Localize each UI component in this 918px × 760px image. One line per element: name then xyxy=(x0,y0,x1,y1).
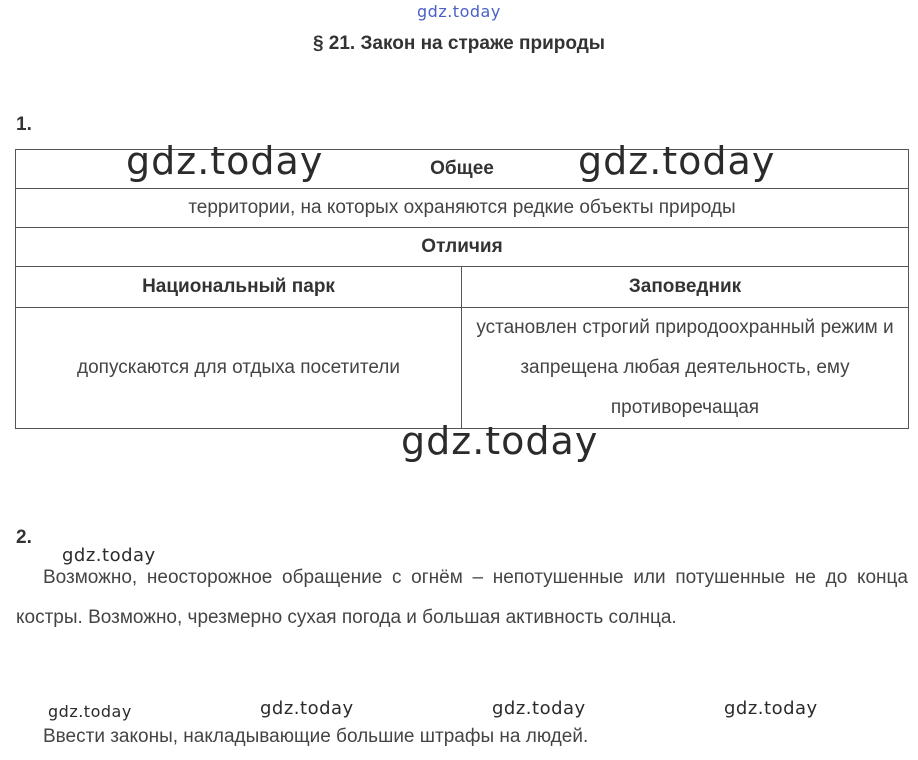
watermark-8: gdz.today xyxy=(724,698,818,719)
comparison-table xyxy=(15,149,909,429)
common-value: территории, на которых охраняются редкие объекты природы xyxy=(16,189,909,228)
watermark-6: gdz.today xyxy=(260,698,354,719)
column-header-national-park: Национальный парк xyxy=(16,267,462,308)
watermark-2: gdz.today xyxy=(578,139,776,183)
column-header-reserve: Заповедник xyxy=(462,267,909,308)
reserve-value: установлен строгий природоохранный режим и запрещена любая деятельность, ему противоречащая xyxy=(462,308,909,429)
watermark-top: gdz.today xyxy=(417,2,501,21)
task-2-paragraph-1: Возможно, неосторожное обращение с огнём – непотушенные или потушенные не до конца костры. Возможно, чрезмерно сухая погода и большая активность солнца. xyxy=(16,567,908,628)
watermark-5: gdz.today xyxy=(48,702,132,721)
watermark-3: gdz.today xyxy=(401,419,599,463)
task-1-number: 1. xyxy=(16,114,32,135)
national-park-value: допускаются для отдыха посетители xyxy=(16,308,462,429)
watermark-4: gdz.today xyxy=(62,545,156,566)
task-2-number: 2. xyxy=(16,527,32,548)
watermark-7: gdz.today xyxy=(492,698,586,719)
watermark-1: gdz.today xyxy=(126,139,324,183)
page-title: § 21. Закон на страже природы xyxy=(312,33,606,54)
task-2-paragraph-2: Ввести законы, накладывающие большие штрафы на людей. xyxy=(43,726,589,747)
differences-header: Отличия xyxy=(16,228,909,267)
common-header: Общее xyxy=(16,150,909,189)
